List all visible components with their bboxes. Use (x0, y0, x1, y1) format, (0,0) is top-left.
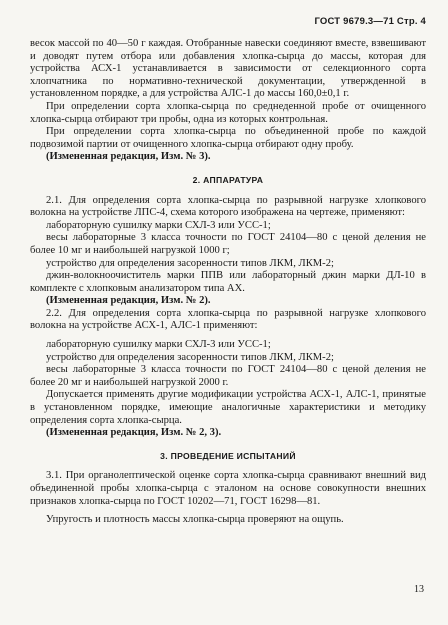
list-item: устройство для определения засоренности типов ЛКМ, ЛКМ-2; (46, 257, 334, 269)
page-number: 13 (414, 584, 424, 595)
amendment-note: (Измененная редакция, Изм. № 2). (46, 295, 211, 307)
paragraph: весок массой по 40—50 г каждая. Отобранные навески соединяют вместе, взвешивают и доводят путем отбора или добавления хлопка-сырца до массы, которая для устройства АСХ-1 устанавливается в зависимости от селекционного сорта хлопчатника по нормативно-технической документации, утвержденной в установленном порядке, а для устройства АЛС-1 до массы 160,0±0,1 г. (30, 38, 426, 100)
list-item: лабораторную сушилку марки СХЛ-3 или УСС-1; (46, 219, 271, 231)
list-item: устройство для определения засоренности типов ЛКМ, ЛКМ-2; (46, 351, 334, 363)
list-item: джин-волокноочиститель марки ППВ или лабораторный джин марки ДЛ-10 в комплекте с хлопковым анализатором типа АХ. (30, 270, 426, 294)
paragraph: 2.2. Для определения сорта хлопка-сырца по разрывной нагрузке хлопкового волокна на устройстве АСХ-1, АЛС-1 применяют: (30, 307, 426, 332)
list-item: весы лабораторные 3 класса точности по ГОСТ 24104—80 с ценой деления не более 20 мг и наибольшей нагрузкой 2000 г. (30, 364, 426, 388)
paragraph: При определении сорта хлопка-сырца по объединенной пробе по каждой подвозимой партии от очищенного хлопка-сырца отбирают одну пробу. (30, 126, 426, 150)
section-heading-3: 3. ПРОВЕДЕНИЕ ИСПЫТАНИЙ (160, 450, 296, 461)
document-body (30, 38, 426, 527)
section-heading-2: 2. АППАРАТУРА (192, 174, 264, 185)
page-header: ГОСТ 9679.3—71 Стр. 4 (314, 16, 426, 27)
paragraph: Упругость и плотность массы хлопка-сырца проверяют на ощупь. (46, 514, 344, 526)
paragraph: 2.1. Для определения сорта хлопка-сырца по разрывной нагрузке хлопкового волокна на устройстве ЛПС-4, схема которого изображена на чертеже, применяют: (30, 194, 426, 219)
paragraph: 3.1. При органолептической оценке сорта хлопка-сырца сравнивают внешний вид объединенной пробы хлопка-сырца с эталоном на основе совокупности внешних признаков хлопка-сырца по ГОСТ 10202—71, ГОСТ 16298—81. (30, 470, 426, 507)
paragraph: При определении сорта хлопка-сырца по среднеденной пробе от очищенного хлопка-сырца отбирают три пробы, одна из которых контрольная. (30, 100, 426, 125)
amendment-note: (Измененная редакция, Изм. № 2, 3). (46, 427, 222, 439)
list-item: лабораторную сушилку марки СХЛ-3 или УСС-1; (46, 339, 271, 351)
amendment-note: (Измененная редакция, Изм. № 3). (46, 151, 211, 163)
list-item: весы лабораторные 3 класса точности по ГОСТ 24104—80 с ценой деления не более 10 мг и наибольшей нагрузкой 1000 г; (30, 232, 426, 256)
paragraph: Допускается применять другие модификации устройства АСХ-1, АЛС-1, принятые в установленном порядке, имеющие аналогичные характеристики и методику определения сорта хлопка-сырца. (30, 389, 426, 426)
